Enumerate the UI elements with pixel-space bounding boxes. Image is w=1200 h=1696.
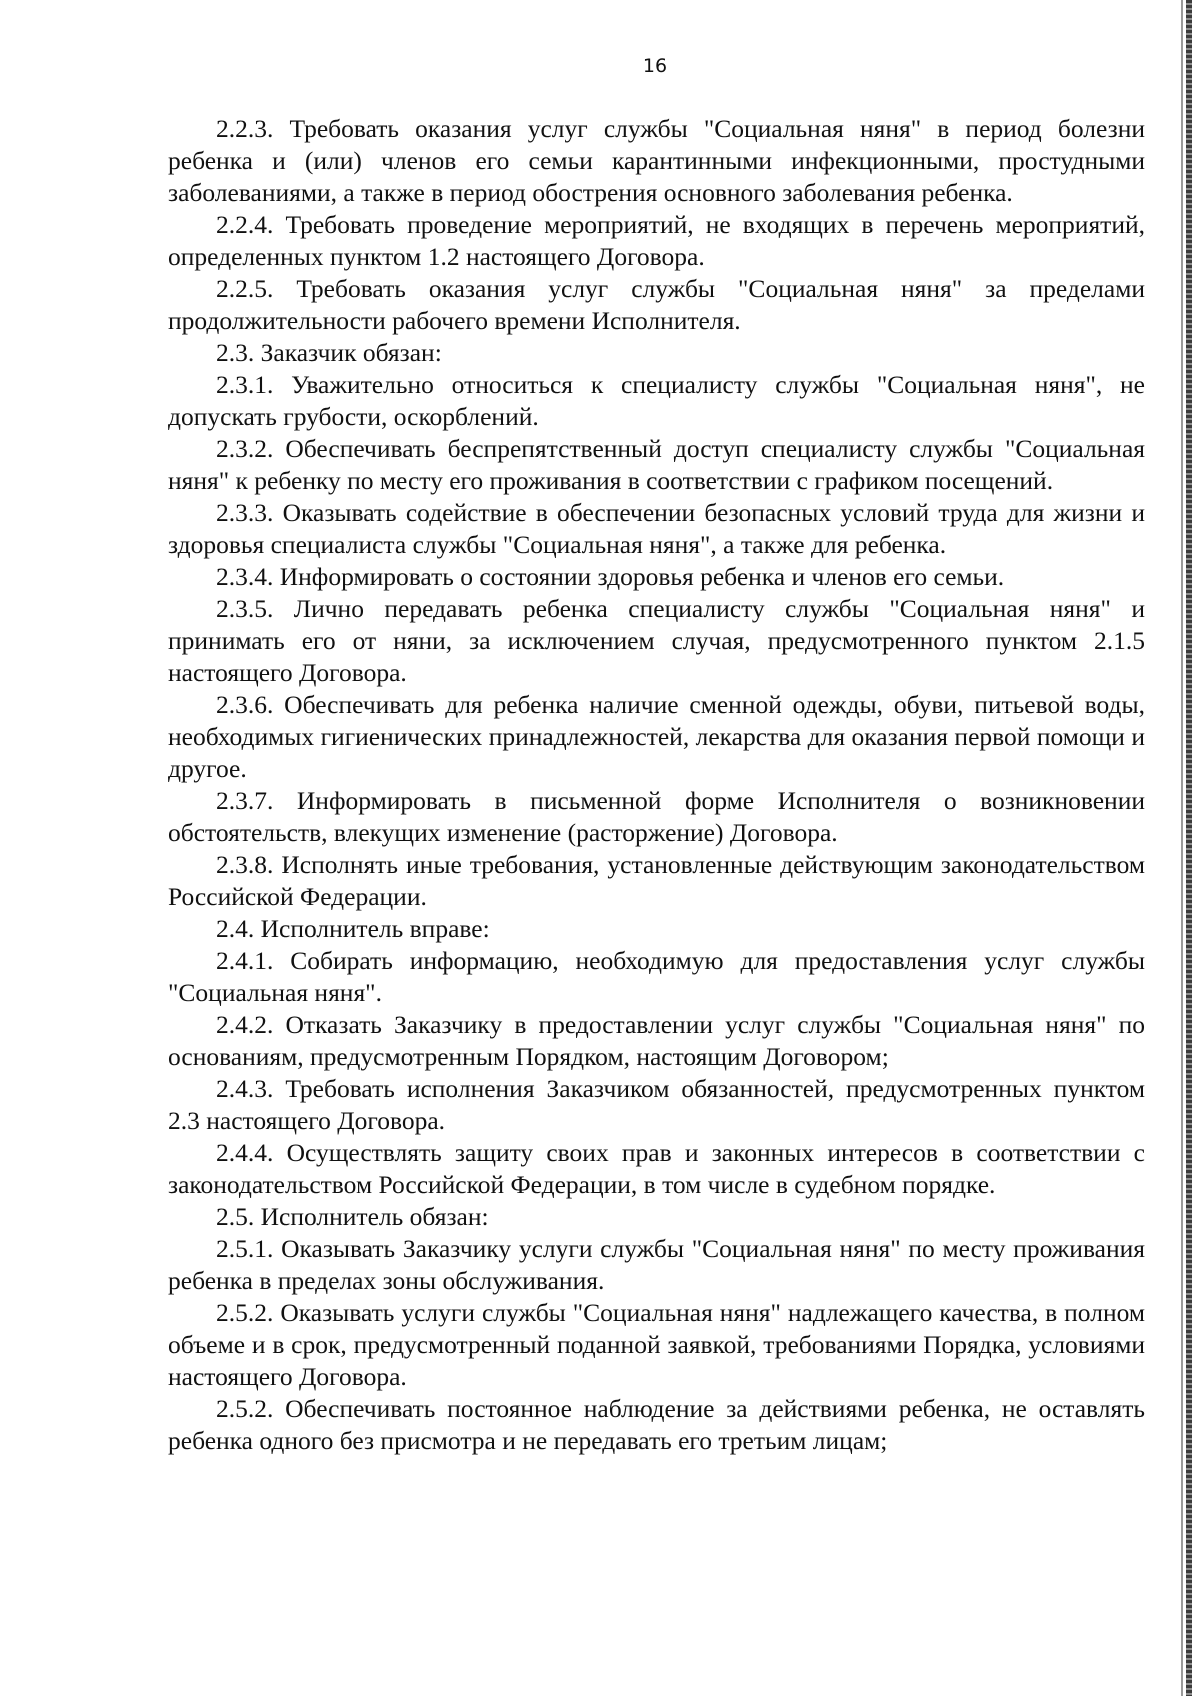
scan-edge-line: [1181, 0, 1183, 1696]
paragraph-2-4-3: 2.4.3. Требовать исполнения Заказчиком обязанностей, предусмотренных пунктом 2.3 настоящего Договора.: [168, 1074, 1145, 1135]
section-heading-2-5: 2.5. Исполнитель обязан:: [216, 1202, 489, 1231]
paragraph-2-2-5: 2.2.5. Требовать оказания услуг службы "Социальная няня" за пределами продолжительности рабочего времени Исполнителя.: [168, 274, 1145, 335]
paragraph-2-3-2: 2.3.2. Обеспечивать беспрепятственный доступ специалисту службы "Социальная няня" к ребенку по месту его проживания в соответствии с графиком посещений.: [168, 434, 1145, 495]
paragraph-2-5-1: 2.5.1. Оказывать Заказчику услуги службы "Социальная няня" по месту проживания ребенка в пределах зоны обслуживания.: [168, 1234, 1145, 1295]
paragraph-2-4-4: 2.4.4. Осуществлять защиту своих прав и законных интересов в соответствии с законодательством Российской Федерации, в том числе в судебном порядке.: [168, 1138, 1145, 1199]
contract-body: [168, 113, 1145, 1457]
paragraph-2-3-6: 2.3.6. Обеспечивать для ребенка наличие сменной одежды, обуви, питьевой воды, необходимых гигиенических принадлежностей, лекарства для оказания первой помощи и другое.: [168, 690, 1145, 783]
paragraph-2-2-3: 2.2.3. Требовать оказания услуг службы "Социальная няня" в период болезни ребенка и (или) членов его семьи карантинными инфекционными, простудными заболеваниями, а также в период обострения основного заболевания ребенка.: [168, 114, 1145, 207]
paragraph-2-5-2-quality: 2.5.2. Оказывать услуги службы "Социальная няня" надлежащего качества, в полном объеме и в срок, предусмотренный поданной заявкой, требованиями Порядка, условиями настоящего Договора.: [168, 1298, 1145, 1391]
paragraph-2-3-5: 2.3.5. Лично передавать ребенка специалисту службы "Социальная няня" и принимать его от няни, за исключением случая, предусмотренного пунктом 2.1.5 настоящего Договора.: [168, 594, 1145, 687]
paragraph-2-4-2: 2.4.2. Отказать Заказчику в предоставлении услуг службы "Социальная няня" по основаниям, предусмотренным Порядком, настоящим Договором;: [168, 1010, 1145, 1071]
paragraph-2-3-7: 2.3.7. Информировать в письменной форме Исполнителя о возникновении обстоятельств, влекущих изменение (расторжение) Договора.: [168, 786, 1145, 847]
paragraph-2-3-8: 2.3.8. Исполнять иные требования, установленные действующим законодательством Российской Федерации.: [168, 850, 1145, 911]
section-heading-2-4: 2.4. Исполнитель вправе:: [216, 914, 490, 943]
paragraph-2-5-2-supervision: 2.5.2. Обеспечивать постоянное наблюдение за действиями ребенка, не оставлять ребенка одного без присмотра и не передавать его третьим лицам;: [168, 1394, 1145, 1455]
paragraph-2-2-4: 2.2.4. Требовать проведение мероприятий, не входящих в перечень мероприятий, определенных пунктом 1.2 настоящего Договора.: [168, 210, 1145, 271]
paragraph-2-3-3: 2.3.3. Оказывать содействие в обеспечении безопасных условий труда для жизни и здоровья специалиста службы "Социальная няня", а также для ребенка.: [168, 498, 1145, 559]
scan-edge-artifact: [1186, 0, 1192, 1696]
paragraph-2-4-1: 2.4.1. Собирать информацию, необходимую для предоставления услуг службы "Социальная няня".: [168, 946, 1145, 1007]
paragraph-2-3-4: 2.3.4. Информировать о состоянии здоровья ребенка и членов его семьи.: [216, 562, 1005, 591]
paragraph-2-3-1: 2.3.1. Уважительно относиться к специалисту службы "Социальная няня", не допускать грубости, оскорблений.: [168, 370, 1145, 431]
section-heading-2-3: 2.3. Заказчик обязан:: [216, 338, 442, 367]
page-number: 16: [642, 55, 668, 77]
